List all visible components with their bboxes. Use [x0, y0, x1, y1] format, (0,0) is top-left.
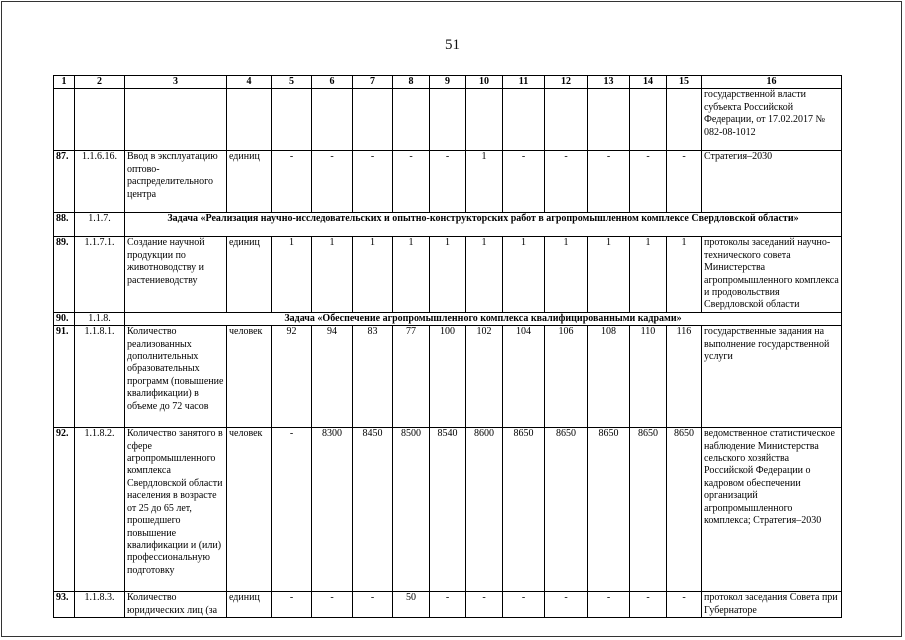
row-code: 1.1.8.2.	[75, 428, 125, 592]
value-cell: 100	[430, 326, 466, 428]
indicator-name: Ввод в эксплуатацию оптово-распределительного центра	[125, 151, 227, 213]
row-number: 90.	[54, 312, 75, 325]
value-cell	[393, 89, 430, 151]
value-cell: -	[393, 151, 430, 213]
column-header: 2	[75, 76, 125, 89]
source-cell: государственные задания на выполнение государственной услуги	[702, 326, 842, 428]
value-cell: 1	[667, 237, 702, 312]
table-row	[54, 151, 842, 213]
value-cell: -	[272, 592, 312, 618]
column-header: 5	[272, 76, 312, 89]
table-row	[54, 428, 842, 592]
column-header: 8	[393, 76, 430, 89]
row-number: 92.	[54, 428, 75, 592]
value-cell: -	[630, 592, 667, 618]
column-header: 11	[503, 76, 545, 89]
value-cell	[353, 89, 393, 151]
value-cell: -	[430, 592, 466, 618]
value-cell: 8650	[630, 428, 667, 592]
value-cell: 1	[503, 237, 545, 312]
value-cell: 83	[353, 326, 393, 428]
column-header: 7	[353, 76, 393, 89]
row-code: 1.1.7.	[75, 213, 125, 237]
value-cell	[466, 89, 503, 151]
header-row	[54, 76, 842, 89]
row-code	[75, 89, 125, 151]
value-cell: 1	[630, 237, 667, 312]
value-cell: 1	[466, 151, 503, 213]
value-cell: 1	[312, 237, 353, 312]
source-cell: Стратегия–2030	[702, 151, 842, 213]
row-number: 91.	[54, 326, 75, 428]
column-header: 9	[430, 76, 466, 89]
value-cell	[312, 89, 353, 151]
source-cell: протокол заседания Совета при Губернаторе	[702, 592, 842, 618]
row-code: 1.1.6.16.	[75, 151, 125, 213]
value-cell: 8650	[503, 428, 545, 592]
value-cell: -	[353, 151, 393, 213]
source-cell: протоколы заседаний научно-технического совета Министерства агропромышленного комплекса и продовольствия Свердловской области	[702, 237, 842, 312]
value-cell: 106	[545, 326, 588, 428]
page-number: 51	[445, 37, 460, 53]
value-cell: 92	[272, 326, 312, 428]
task-title: Задача «Обеспечение агропромышленного комплекса квалифицированными кадрами»	[125, 312, 842, 325]
row-code: 1.1.7.1.	[75, 237, 125, 312]
column-header: 10	[466, 76, 503, 89]
source-cell: ведомственное статистическое наблюдение Министерства сельского хозяйства Российской Федерации о кадровом обеспечении организаций агропромышленного комплекса; Стратегия–2030	[702, 428, 842, 592]
value-cell: 110	[630, 326, 667, 428]
value-cell	[630, 89, 667, 151]
column-header: 6	[312, 76, 353, 89]
unit-cell: единиц	[227, 237, 272, 312]
source-cell: государственной власти субъекта Российской Федерации, от 17.02.2017 № 082-08-1012	[702, 89, 842, 151]
value-cell: 1	[466, 237, 503, 312]
unit-cell: единиц	[227, 592, 272, 618]
task-row	[54, 213, 842, 237]
value-cell: 94	[312, 326, 353, 428]
column-header: 4	[227, 76, 272, 89]
row-code: 1.1.8.	[75, 312, 125, 325]
value-cell	[430, 89, 466, 151]
table-row	[54, 89, 842, 151]
value-cell: 8450	[353, 428, 393, 592]
value-cell	[588, 89, 630, 151]
value-cell: -	[272, 151, 312, 213]
indicator-table	[53, 75, 842, 618]
value-cell: -	[353, 592, 393, 618]
row-number: 93.	[54, 592, 75, 618]
value-cell: 1	[430, 237, 466, 312]
value-cell: -	[466, 592, 503, 618]
column-header: 13	[588, 76, 630, 89]
indicator-name: Количество реализованных дополнительных образовательных программ (повышение квалификации) в объеме до 72 часов	[125, 326, 227, 428]
value-cell: -	[545, 151, 588, 213]
row-code: 1.1.8.1.	[75, 326, 125, 428]
value-cell: 102	[466, 326, 503, 428]
value-cell: 8650	[588, 428, 630, 592]
value-cell: 8500	[393, 428, 430, 592]
value-cell: -	[430, 151, 466, 213]
row-number	[54, 89, 75, 151]
value-cell: 8600	[466, 428, 503, 592]
value-cell	[545, 89, 588, 151]
value-cell: 108	[588, 326, 630, 428]
value-cell	[667, 89, 702, 151]
value-cell: 1	[588, 237, 630, 312]
table-row	[54, 326, 842, 428]
task-row	[54, 312, 842, 325]
row-number: 87.	[54, 151, 75, 213]
indicator-name: Количество юридических лиц (за	[125, 592, 227, 618]
row-code: 1.1.8.3.	[75, 592, 125, 618]
value-cell	[503, 89, 545, 151]
value-cell: 104	[503, 326, 545, 428]
table-row	[54, 592, 842, 618]
row-number: 88.	[54, 213, 75, 237]
indicator-name: Создание научной продукции по животноводству и растениеводству	[125, 237, 227, 312]
value-cell: -	[588, 151, 630, 213]
column-header: 15	[667, 76, 702, 89]
value-cell: -	[503, 592, 545, 618]
value-cell: -	[503, 151, 545, 213]
unit-cell: единиц	[227, 151, 272, 213]
value-cell: 8540	[430, 428, 466, 592]
value-cell: 1	[272, 237, 312, 312]
column-header: 12	[545, 76, 588, 89]
column-header: 3	[125, 76, 227, 89]
value-cell: -	[312, 592, 353, 618]
indicator-name: Количество занятого в сфере агропромышленного комплекса Свердловской области населения в возрасте от 25 до 65 лет, прошедшего повышение квалификации и (или) профессиональную подготовку	[125, 428, 227, 592]
value-cell: 116	[667, 326, 702, 428]
table-row	[54, 237, 842, 312]
task-title: Задача «Реализация научно-исследовательских и опытно-конструкторских работ в агропромышленном комплексе Свердловской области»	[125, 213, 842, 237]
value-cell: -	[667, 151, 702, 213]
value-cell: 8650	[545, 428, 588, 592]
value-cell: 1	[353, 237, 393, 312]
column-header: 16	[702, 76, 842, 89]
value-cell	[272, 89, 312, 151]
value-cell: 8650	[667, 428, 702, 592]
unit-cell	[227, 89, 272, 151]
indicator-name	[125, 89, 227, 151]
value-cell: -	[545, 592, 588, 618]
value-cell: 1	[545, 237, 588, 312]
value-cell: -	[630, 151, 667, 213]
value-cell: 1	[393, 237, 430, 312]
unit-cell: человек	[227, 428, 272, 592]
row-number: 89.	[54, 237, 75, 312]
unit-cell: человек	[227, 326, 272, 428]
value-cell: -	[588, 592, 630, 618]
value-cell: -	[667, 592, 702, 618]
value-cell: 8300	[312, 428, 353, 592]
value-cell: 50	[393, 592, 430, 618]
value-cell: -	[272, 428, 312, 592]
value-cell: -	[312, 151, 353, 213]
value-cell: 77	[393, 326, 430, 428]
column-header: 14	[630, 76, 667, 89]
column-header: 1	[54, 76, 75, 89]
